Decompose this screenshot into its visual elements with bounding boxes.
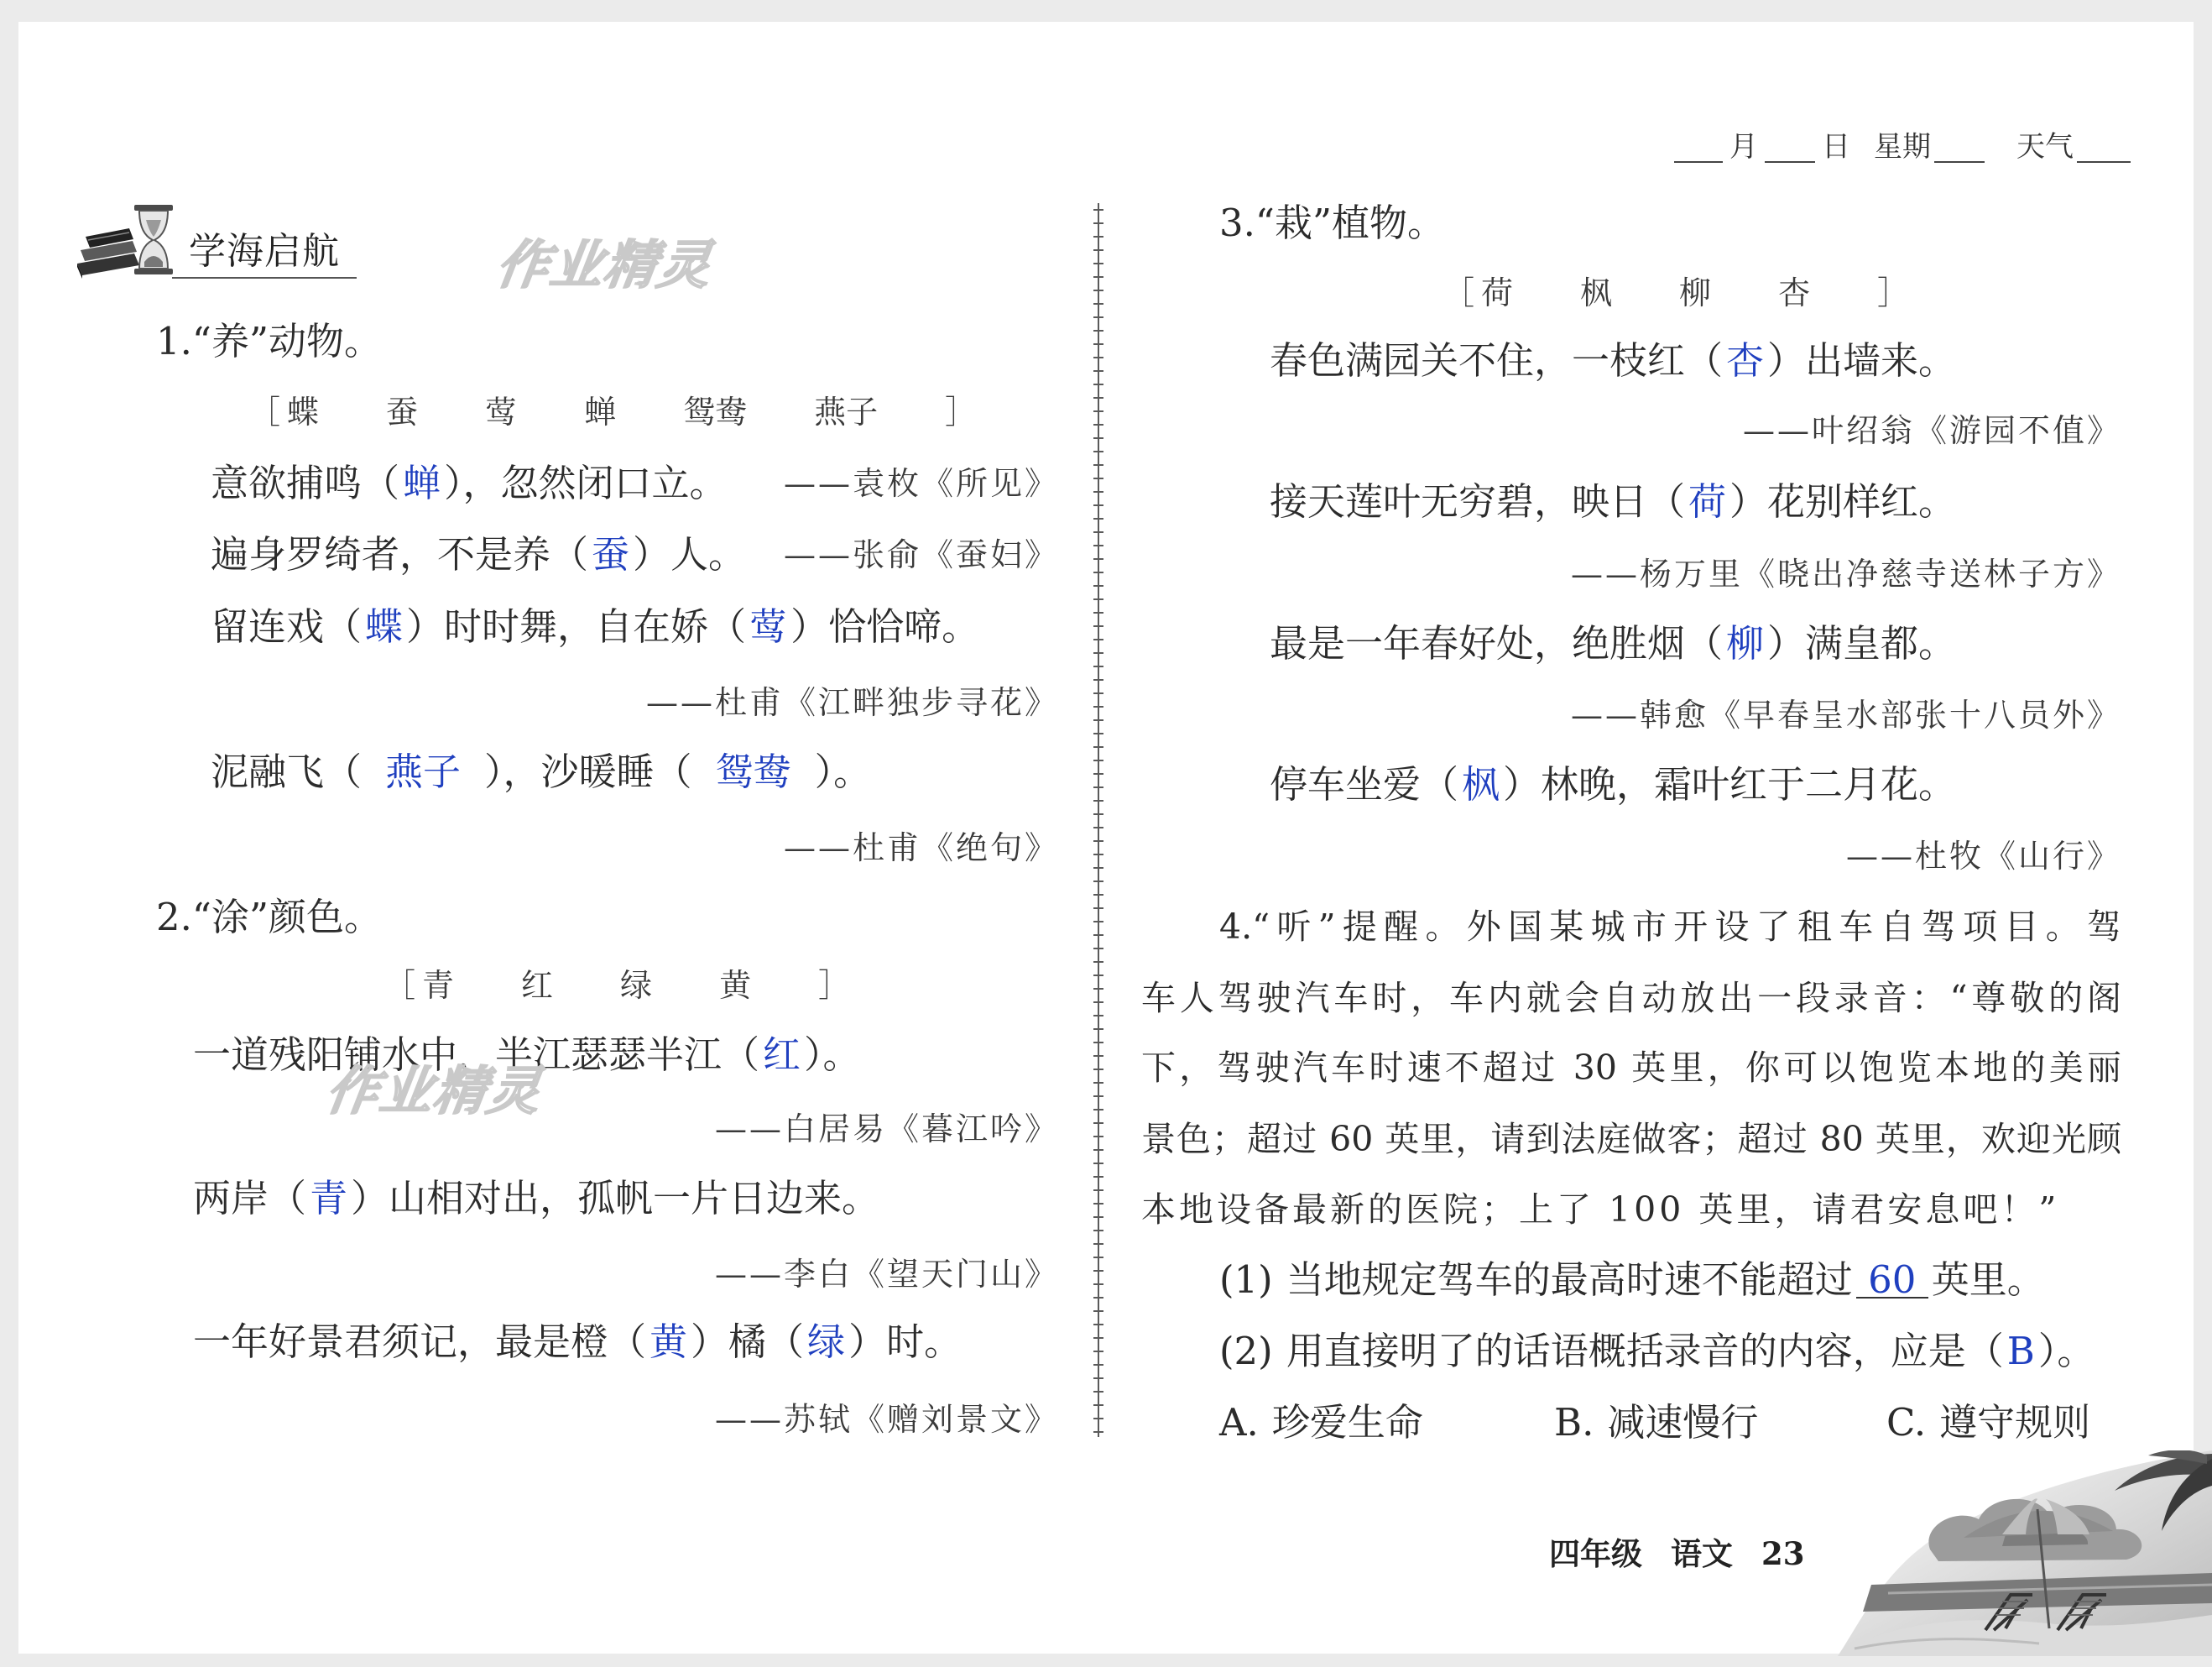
footer-grade: 四年级 bbox=[1549, 1536, 1642, 1572]
poem-text: ）橘（ bbox=[691, 1319, 805, 1364]
sub-question-text: 用直接明了的话语概括录音的内容，应是（ bbox=[1286, 1329, 2004, 1373]
poem-text: ）出墙来。 bbox=[1767, 338, 1957, 383]
poem-line bbox=[1270, 762, 1957, 807]
poem-text: ）时。 bbox=[848, 1319, 963, 1364]
weekday-label: 星期 bbox=[1874, 130, 1931, 164]
poem-text: 停车坐爱（ bbox=[1270, 762, 1459, 807]
poem-source: ——杜甫《绝句》 bbox=[783, 829, 1059, 866]
passage-line: 4.“听”提醒。外国某城市开设了租车自驾项目。驾 bbox=[1219, 907, 2121, 947]
word-bank-item: 鸳鸯 bbox=[683, 394, 748, 431]
answer-fill: 莺 bbox=[749, 604, 788, 649]
sub-question-text: 英里。 bbox=[1931, 1257, 2045, 1302]
sub-question-text: 当地规定驾车的最高时速不能超过 bbox=[1286, 1257, 1853, 1302]
poem-source: ——杜牧《山行》 bbox=[1845, 838, 2121, 875]
poem-line bbox=[193, 1319, 963, 1364]
poem-line bbox=[1270, 621, 1957, 666]
word-bank-item: 蚕 bbox=[386, 394, 419, 431]
poem-source: ——张俞《蚕妇》 bbox=[783, 536, 1059, 573]
answer-fill: 绿 bbox=[807, 1319, 846, 1364]
poem-text: 泥融飞（ bbox=[211, 750, 363, 794]
question-2-title: 2.“涂”颜色。 bbox=[156, 895, 382, 939]
answer-fill: 青 bbox=[310, 1176, 348, 1220]
question-1-title: 1.“养”动物。 bbox=[156, 319, 382, 363]
poem-text: ），沙暖睡（ bbox=[484, 750, 692, 794]
poem-text: ）林晚，霜叶红于二月花。 bbox=[1503, 762, 1957, 807]
answer-fill: 红 bbox=[763, 1032, 801, 1077]
poem-source: ——叶绍翁《游园不值》 bbox=[1742, 412, 2121, 449]
passage-line: 车人驾驶汽车时，车内就会自动放出一段录音：“尊敬的阁 bbox=[1141, 978, 2121, 1018]
word-bank-item: 杏 bbox=[1778, 274, 1811, 311]
poem-source: ——苏轼《赠刘景文》 bbox=[714, 1401, 1059, 1438]
poem-text: ）人。 bbox=[633, 532, 747, 577]
word-bank-close-bracket: ］ bbox=[818, 967, 851, 1004]
choice-b bbox=[1554, 1400, 1759, 1445]
poem-text: ）。 bbox=[804, 1032, 861, 1077]
poem-line bbox=[211, 752, 871, 792]
poem-text: ）时时舞，自在娇（ bbox=[406, 604, 747, 649]
word-bank-item: 柳 bbox=[1679, 274, 1712, 311]
answer-fill: 黄 bbox=[650, 1319, 688, 1364]
poem-line bbox=[1270, 338, 1957, 383]
watermark-middle: 作业精灵 bbox=[322, 1060, 546, 1121]
sub-question-1 bbox=[1219, 1257, 2045, 1302]
weather-blank bbox=[2077, 133, 2131, 163]
word-bank-item: 蝶 bbox=[287, 394, 320, 431]
page-footer bbox=[1549, 1536, 1805, 1572]
poem-line bbox=[1270, 479, 1957, 524]
word-bank-item: 绿 bbox=[620, 967, 653, 1004]
passage-line: 本地设备最新的医院；上了 100 英里，请君安息吧！” bbox=[1141, 1189, 2060, 1230]
poem-text: ）恰恰啼。 bbox=[790, 604, 980, 649]
section-title: 学海启航 bbox=[189, 230, 340, 273]
section-title-underline bbox=[172, 277, 357, 279]
poem-source: ——杨万里《晓出净慈寺送林子方》 bbox=[1570, 556, 2121, 593]
answer-fill: 鸳鸯 bbox=[715, 750, 791, 794]
footer-subject: 语文 bbox=[1671, 1536, 1733, 1572]
question-1-word-bank bbox=[248, 395, 977, 430]
day-blank bbox=[1765, 133, 1815, 163]
choice-letter: C. bbox=[1886, 1400, 1927, 1445]
word-bank-item: 红 bbox=[521, 967, 554, 1004]
poem-text: ），忽然闭口立。 bbox=[444, 461, 728, 505]
weekday-blank bbox=[1934, 133, 1985, 163]
word-bank-close-bracket: ］ bbox=[945, 394, 978, 431]
passage-line: 景色；超过 60 英里，请到法庭做客；超过 80 英里，欢迎光顾 bbox=[1141, 1119, 2121, 1159]
word-bank-open-bracket: ［ bbox=[1442, 274, 1475, 311]
answer-fill: 蚕 bbox=[592, 532, 630, 577]
word-bank-close-bracket: ］ bbox=[1877, 274, 1910, 311]
page-number: 23 bbox=[1761, 1535, 1805, 1572]
poem-line bbox=[193, 1178, 879, 1219]
answer-fill: 杏 bbox=[1726, 338, 1765, 383]
answer-fill: 蝉 bbox=[403, 461, 441, 505]
column-divider bbox=[1093, 203, 1103, 1437]
poem-text: 两岸（ bbox=[193, 1176, 307, 1220]
poem-text: ）满皇都。 bbox=[1767, 621, 1957, 666]
question-2-word-bank bbox=[383, 968, 850, 1003]
poem-text: 一道残阳铺水中，半江瑟瑟半江（ bbox=[193, 1032, 760, 1077]
word-bank-item: 青 bbox=[422, 967, 455, 1004]
question-3-title: 3.“栽”植物。 bbox=[1219, 201, 1445, 245]
poem-text: ）。 bbox=[814, 750, 872, 794]
answer-fill: 枫 bbox=[1462, 762, 1500, 807]
choice-a bbox=[1219, 1400, 1423, 1445]
word-bank-item: 荷 bbox=[1481, 274, 1514, 311]
sub-question-text: ）。 bbox=[2037, 1329, 2095, 1373]
month-blank bbox=[1674, 133, 1723, 163]
answer-fill: B bbox=[2006, 1329, 2035, 1373]
poem-line bbox=[211, 604, 980, 649]
choice-letter: B. bbox=[1554, 1400, 1594, 1445]
word-bank-item: 莺 bbox=[485, 394, 518, 431]
poem-text: ）花别样红。 bbox=[1729, 479, 1957, 524]
word-bank-item: 枫 bbox=[1580, 274, 1613, 311]
sub-question-2 bbox=[1219, 1331, 2095, 1372]
choice-c bbox=[1886, 1400, 2091, 1445]
poem-text: 最是一年春好处，绝胜烟（ bbox=[1270, 621, 1724, 666]
sub-question-number: (2) bbox=[1219, 1329, 1273, 1373]
passage-line: 下，驾驶汽车时速不超过 30 英里，你可以饱览本地的美丽 bbox=[1141, 1048, 2121, 1088]
word-bank-open-bracket: ［ bbox=[383, 967, 416, 1004]
sub-question-number: (1) bbox=[1219, 1257, 1273, 1302]
poem-text: 意欲捕鸣（ bbox=[211, 461, 400, 505]
month-label: 月 bbox=[1729, 130, 1758, 164]
poem-text: 留连戏（ bbox=[211, 604, 363, 649]
poem-text: 遍身罗绮者，不是养（ bbox=[211, 532, 589, 577]
word-bank-item: 黄 bbox=[719, 967, 752, 1004]
choice-text: 减速慢行 bbox=[1607, 1400, 1759, 1445]
poem-source: ——韩愈《早春呈水部张十八员外》 bbox=[1570, 697, 2121, 734]
choice-text: 遵守规则 bbox=[1939, 1400, 2091, 1445]
poem-text: 春色满园关不住，一枝红（ bbox=[1270, 338, 1724, 383]
poem-line bbox=[211, 532, 747, 577]
books-hourglass-icon bbox=[74, 201, 179, 281]
poem-source: ——杜甫《江畔独步寻花》 bbox=[645, 684, 1059, 721]
beach-illustration bbox=[1838, 1450, 2212, 1656]
word-bank-open-bracket: ［ bbox=[248, 394, 281, 431]
answer-fill: 蝶 bbox=[365, 604, 404, 649]
poem-line bbox=[211, 463, 728, 504]
poem-text: ）山相对出，孤帆一片日边来。 bbox=[351, 1176, 880, 1220]
answer-fill: 柳 bbox=[1726, 621, 1765, 666]
weather-label: 天气 bbox=[2016, 130, 2074, 164]
poem-source: ——袁枚《所见》 bbox=[783, 465, 1059, 502]
answer-fill: 荷 bbox=[1688, 479, 1727, 524]
choice-text: 珍爱生命 bbox=[1271, 1400, 1423, 1445]
date-weather-header bbox=[1674, 131, 2131, 163]
choice-letter: A. bbox=[1219, 1400, 1259, 1445]
poem-text: 一年好景君须记，最是橙（ bbox=[193, 1319, 647, 1364]
question-3-word-bank bbox=[1442, 275, 1909, 311]
word-bank-item: 燕子 bbox=[814, 394, 879, 431]
poem-source: ——李白《望天门山》 bbox=[714, 1256, 1059, 1293]
poem-text: 接天莲叶无穷碧，映日（ bbox=[1270, 479, 1686, 524]
day-label: 日 bbox=[1822, 130, 1850, 164]
watermark-top: 作业精灵 bbox=[493, 234, 717, 295]
answer-fill: 燕子 bbox=[385, 750, 462, 794]
answer-blank: 60 bbox=[1856, 1263, 1928, 1299]
word-bank-item: 蝉 bbox=[584, 394, 617, 431]
poem-source: ——白居易《暮江吟》 bbox=[714, 1110, 1059, 1147]
